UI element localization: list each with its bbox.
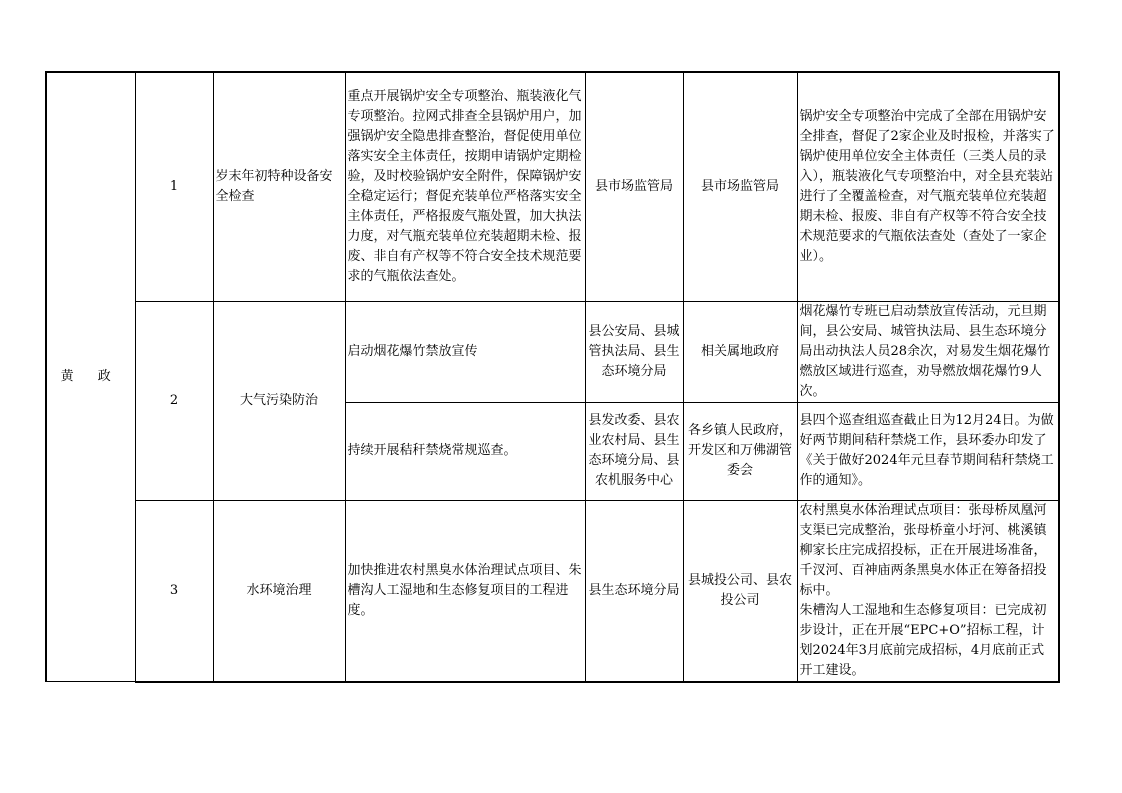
work-content: 重点开展锅炉安全专项整治、瓶装液化气专项整治。拉网式排查全县锅炉用户，加强锅炉安全隐患排查整治，督促使用单位落实安全主体责任，按期申请锅炉定期检验，及时校验锅炉安全附件，保障锅炉安全稳定运行；督促充装单位严格落实安全主体责任，严格报废气瓶处置，加大执法力度，对气瓶充装单位充装超期未检、报废、非自有产权等不符合安全技术规范要求的气瓶依法查处。 <box>345 72 585 301</box>
row-number: 1 <box>135 72 213 301</box>
lead-department: 县公安局、县城管执法局、县生态环境分局 <box>585 301 683 402</box>
progress-text-part-1: 农村黑臭水体治理试点项目：张母桥凤凰河支渠已完成整治，张母桥童小圩河、桃溪镇柳家长庄完成招投标，正在开展进场准备，千汊河、百神庙两条黑臭水体正在筹备招投标中。 <box>799 502 1047 598</box>
lead-department: 县发改委、县农业农村局、县生态环境分局、县农机服务中心 <box>585 402 683 500</box>
table-row <box>46 500 1059 682</box>
task-name: 水环境治理 <box>213 500 345 682</box>
progress-text: 锅炉安全专项整治中完成了全部在用锅炉安全排查，督促了2家企业及时报检，并落实了锅炉使用单位安全主体责任（三类人员的录入），瓶装液化气专项整治中，对全县充装站进行了全覆盖检查，对气瓶充装单位充装超期未检、报废、非自有产权等不符合安全技术规范要求的气瓶依法查处（查处了一家企业）。 <box>797 72 1059 301</box>
row-number: 3 <box>135 500 213 682</box>
lead-department: 县市场监管局 <box>585 72 683 301</box>
work-progress-table <box>45 71 1060 683</box>
work-content: 加快推进农村黑臭水体治理试点项目、朱槽沟人工湿地和生态修复项目的工程进度。 <box>345 500 585 682</box>
progress-cell <box>797 500 1059 682</box>
responsible-unit: 各乡镇人民政府，开发区和万佛湖管委会 <box>683 402 797 500</box>
work-content: 持续开展秸秆禁烧常规巡查。 <box>345 402 585 500</box>
table-row <box>46 301 1059 402</box>
row-number: 2 <box>135 301 213 500</box>
responsible-unit: 相关属地政府 <box>683 301 797 402</box>
task-name: 岁末年初特种设备安全检查 <box>213 72 345 301</box>
progress-text: 烟花爆竹专班已启动禁放宣传活动，元旦期间，县公安局、城管执法局、县生态环境分局出动执法人员28余次，对易发生烟花爆竹燃放区域进行巡查，劝导燃放烟花爆竹9人次。 <box>797 301 1059 402</box>
responsible-unit: 县市场监管局 <box>683 72 797 301</box>
leader-name: 黄 政 <box>46 72 135 682</box>
progress-text: 县四个巡查组巡查截止日为12月24日。为做好两节期间秸秆禁烧工作，县环委办印发了《关于做好2024年元旦春节期间秸秆禁烧工作的通知》。 <box>797 402 1059 500</box>
work-content: 启动烟花爆竹禁放宣传 <box>345 301 585 402</box>
table-row <box>46 72 1059 301</box>
progress-text-part-2: 朱槽沟人工湿地和生态修复项目：已完成初步设计，正在开展“EPC+O”招标工程，计划2024年3月底前完成招标，4月底前正式开工建设。 <box>799 602 1047 678</box>
lead-department: 县生态环境分局 <box>585 500 683 682</box>
task-name: 大气污染防治 <box>213 301 345 500</box>
responsible-unit: 县城投公司、县农投公司 <box>683 500 797 682</box>
